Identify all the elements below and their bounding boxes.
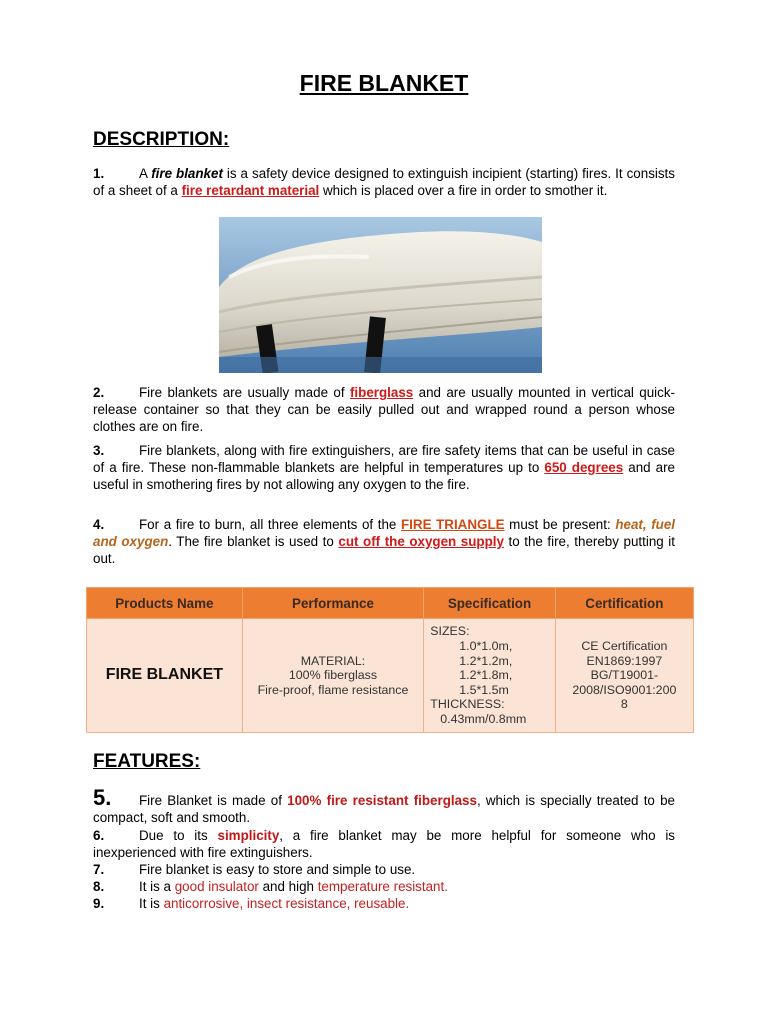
- feature-number: 9.: [93, 896, 105, 911]
- fire-blanket-photo: [219, 217, 542, 373]
- feature-number: 5.: [93, 785, 112, 810]
- paragraph-1: 1. A fire blanket is a safety device designed to extinguish incipient (starting) fires. It consists of a sheet of a fire retardant material which is placed over a fire in order to smother it.: [93, 166, 675, 198]
- paragraph-number: 4.: [93, 517, 105, 532]
- fire-blanket-illustration: [219, 217, 542, 373]
- header-products-name: Products Name: [87, 588, 243, 619]
- performance-cell: MATERIAL: 100% fiberglass Fire-proof, flame resistance: [242, 619, 424, 733]
- fire-triangle-link[interactable]: FIRE TRIANGLE: [401, 517, 505, 532]
- specification-cell: SIZES: 1.0*1.0m, 1.2*1.2m, 1.2*1.8m, 1.5*1.5m THICKNESS: 0.43mm/0.8mm: [424, 619, 555, 733]
- certification-cell: CE Certification EN1869:1997 BG/T19001- 2008/ISO9001:200 8: [555, 619, 693, 733]
- feature-5: 5. Fire Blanket is made of 100% fire resistant fiberglass, which is specially treated to be compact, soft and smooth.: [93, 785, 675, 825]
- paragraph-number: 1.: [93, 166, 105, 181]
- feature-9: 9. It is anticorrosive, insect resistance, reusable.: [93, 896, 410, 911]
- feature-highlight: 100% fire resistant fiberglass: [287, 793, 477, 808]
- product-spec-table: [86, 587, 694, 733]
- feature-6: 6. Due to its simplicity, a fire blanket may be more helpful for someone who is inexperienced with fire extinguishers.: [93, 828, 675, 860]
- table-row: [87, 619, 694, 733]
- feature-highlight: anticorrosive, insect resistance, reusable.: [163, 896, 410, 911]
- paragraph-number: 2.: [93, 385, 105, 400]
- feature-number: 6.: [93, 828, 105, 843]
- feature-highlight: temperature resistant.: [317, 879, 448, 894]
- paragraph-number: 3.: [93, 443, 105, 458]
- paragraph-2: 2. Fire blankets are usually made of fiberglass and are usually mounted in vertical quick-release container so that they can be easily pulled out and wrapped round a person whose clothes are on fire.: [93, 385, 675, 434]
- feature-highlight: simplicity: [217, 828, 280, 843]
- feature-number: 8.: [93, 879, 105, 894]
- 650-degrees-link[interactable]: 650 degrees: [544, 460, 624, 475]
- fire-retardant-link[interactable]: fire retardant material: [181, 183, 320, 198]
- paragraph-4: 4. For a fire to burn, all three elements of the FIRE TRIANGLE must be present: heat, fuel and oxygen. The fire blanket is used to cut off the oxygen supply to the fire, thereby putting it out.: [93, 517, 676, 566]
- header-certification: Certification: [555, 588, 693, 619]
- feature-7: 7. Fire blanket is easy to store and simple to use.: [93, 862, 416, 877]
- feature-8: 8. It is a good insulator and high temperature resistant.: [93, 879, 448, 894]
- feature-number: 7.: [93, 862, 105, 877]
- page-title: FIRE BLANKET: [299, 70, 469, 96]
- description-heading: DESCRIPTION:: [93, 129, 230, 150]
- product-name-cell: FIRE BLANKET: [87, 619, 243, 733]
- header-specification: Specification: [424, 588, 555, 619]
- table-header-row: [87, 588, 694, 619]
- fire-blanket-term: fire blanket: [151, 166, 223, 181]
- fiberglass-link[interactable]: fiberglass: [349, 385, 414, 400]
- feature-highlight: good insulator: [174, 879, 259, 894]
- paragraph-3: 3. Fire blankets, along with fire extinguishers, are fire safety items that can be useful in case of a fire. These non-flammable blankets are helpful in temperatures up to 650 degrees and are useful in smothering fires by not allowing any oxygen to the fire.: [93, 443, 676, 492]
- header-performance: Performance: [242, 588, 424, 619]
- fire-elements-text: heat, fuel and oxygen: [93, 517, 676, 549]
- oxygen-supply-link[interactable]: cut off the oxygen supply: [338, 534, 504, 549]
- features-heading: FEATURES:: [93, 751, 201, 772]
